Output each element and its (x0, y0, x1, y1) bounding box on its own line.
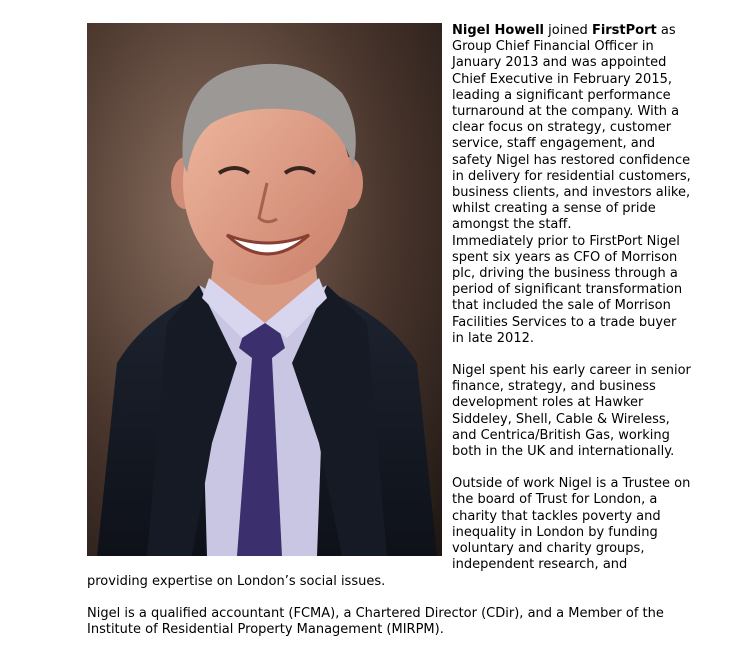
paragraph-spacer (87, 590, 692, 606)
portrait-photo (87, 23, 442, 556)
bio-paragraph-trustee: Outside of work Nigel is a Trustee on the board of Trust for London, a charity that tackles poverty and inequality in London by funding voluntary and charity groups, independent research, and providing expertise on London’s social issues. (87, 476, 691, 589)
intro-text-b: as Group Chief Financial Officer in January 2013 and was appointed Chief Executive in February 2015, leading a significant performance turnaround at the company. With a clear focus on strategy, customer service, staff engagement, and safety Nigel has restored confidence in delivery for residential customers, business clients, and investors alike, whilst creating a sense of pride amongst the staff. (452, 23, 691, 233)
portrait-illustration (87, 23, 442, 556)
company-name: FirstPort (591, 23, 657, 38)
person-name: Nigel Howell (452, 23, 544, 38)
bio-document (87, 23, 692, 638)
bio-paragraph-early-career: Nigel spent his early career in senior finance, strategy, and business development roles at Hawker Siddeley, Shell, Cable & Wireless, and Centrica/British Gas, working both in the UK and internationally. (452, 363, 691, 460)
bio-paragraph-qualifications: Nigel is a qualified accountant (FCMA), a Chartered Director (CDir), and a Member of the Institute of Residential Property Management (MIRPM). (87, 605, 664, 637)
bio-paragraph-morrison: Immediately prior to FirstPort Nigel spent six years as CFO of Morrison plc, driving the business through a period of significant transformation that included the sale of Morrison Facilities Services to a trade buyer in late 2012. (452, 233, 683, 346)
intro-text-a: joined (544, 23, 592, 38)
